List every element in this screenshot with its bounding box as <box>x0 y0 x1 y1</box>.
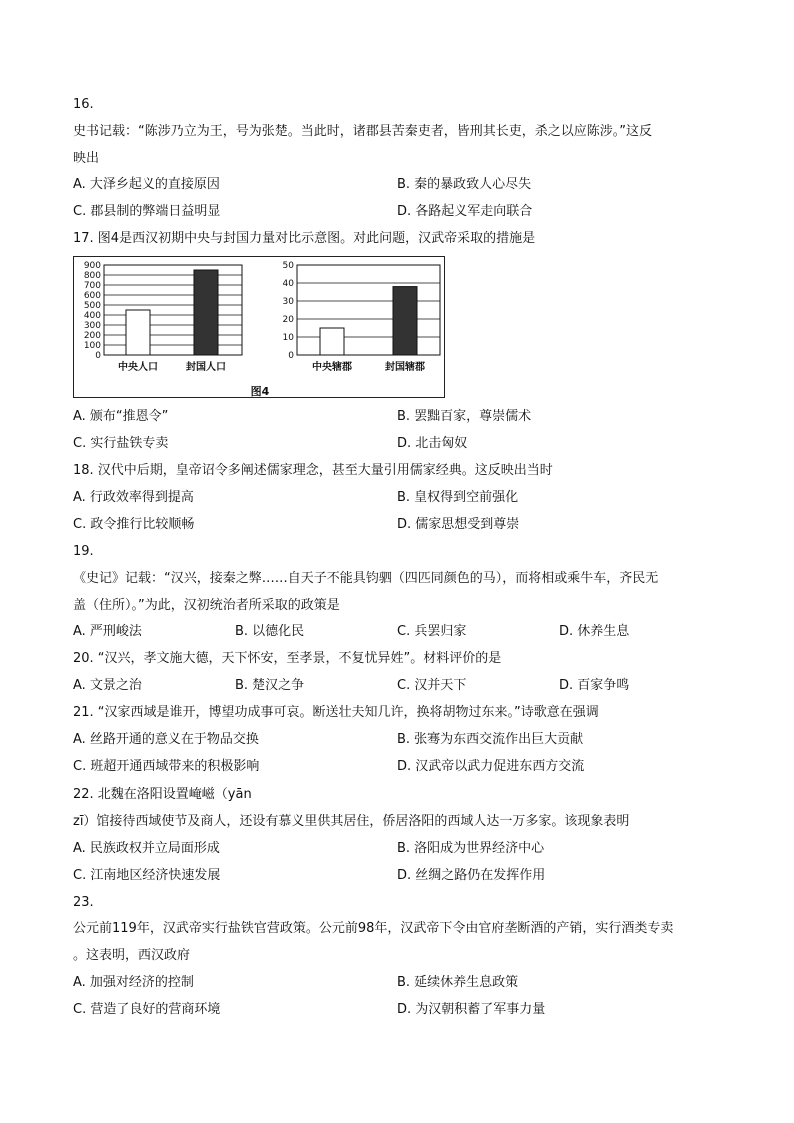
q19-number: 19. <box>73 544 94 559</box>
q22-stem-line2: zī）馆接待西域使节及商人，还设有慕义里供其居住，侨居洛阳的西域人达一万多家。该现象表明 <box>73 814 630 829</box>
pop-y-tick-label: 200 <box>83 331 101 341</box>
q21-option-a: A. 丝路开通的意义在于物品交换 <box>73 732 259 747</box>
cmd-category-label: 封国辖郡 <box>385 362 425 373</box>
q19-stem-line2: 盖（住所）。”为此，汉初统治者所采取的政策是 <box>73 598 340 613</box>
pop-y-tick-label: 700 <box>83 281 101 291</box>
pop-y-tick-label: 100 <box>83 341 101 351</box>
q21-stem: 21. “汉家西域是谁开，博望功成事可哀。断送壮夫知几许，换将胡物过东来。”诗歌意在强调 <box>73 705 599 720</box>
q23-option-c: C. 营造了良好的营商环境 <box>73 1002 221 1017</box>
pop-y-tick-label: 300 <box>83 321 101 331</box>
q19-option-b: B. 以德化民 <box>235 624 305 639</box>
figure-4-svg <box>74 257 446 399</box>
q17-stem: 17. 图4是西汉初期中央与封国力量对比示意图。对此问题，汉武帝采取的措施是 <box>73 231 536 246</box>
pop-y-tick-label: 0 <box>95 351 101 361</box>
q17-option-c: C. 实行盐铁专卖 <box>73 436 169 451</box>
q16-option-a: A. 大泽乡起义的直接原因 <box>73 177 220 192</box>
cmd-y-tick-label: 0 <box>288 351 294 361</box>
q21-option-c: C. 班超开通西域带来的积极影响 <box>73 759 260 774</box>
cmd-plot-frame <box>297 265 440 355</box>
q17-option-a: A. 颁布“推恩令” <box>73 409 169 424</box>
q23-stem-line2: 。这表明，西汉政府 <box>73 948 191 963</box>
figure-caption: 图4 <box>250 385 270 398</box>
cmd-bar <box>393 287 417 355</box>
cmd-y-tick-label: 10 <box>282 333 294 343</box>
population-chart <box>84 261 242 373</box>
pop-y-tick-label: 900 <box>83 261 101 271</box>
q19-option-a: A. 严刑峻法 <box>73 624 142 639</box>
q18-option-d: D. 儒家思想受到尊崇 <box>397 517 520 532</box>
q23-option-d: D. 为汉朝积蓄了军事力量 <box>397 1002 546 1017</box>
q20-option-d: D. 百家争鸣 <box>559 678 630 693</box>
pop-y-tick-label: 600 <box>83 291 101 301</box>
q19-option-d: D. 休养生息 <box>559 624 630 639</box>
q18-option-a: A. 行政效率得到提高 <box>73 490 194 505</box>
cmd-y-tick-label: 20 <box>282 315 294 325</box>
cmd-y-tick-label: 30 <box>282 297 294 307</box>
q21-option-b: B. 张骞为东西交流作出巨大贡献 <box>397 732 584 747</box>
q22-option-c: C. 江南地区经济快速发展 <box>73 868 221 883</box>
pop-y-tick-label: 400 <box>83 311 101 321</box>
q16-option-d: D. 各路起义军走向联合 <box>397 204 533 219</box>
q16-number: 16. <box>73 97 94 112</box>
pop-category-label: 封国人口 <box>186 362 226 373</box>
q19-option-c: C. 兵罢归家 <box>397 624 467 639</box>
q22-option-d: D. 丝绸之路仍在发挥作用 <box>397 868 546 883</box>
q17-option-d: D. 北击匈奴 <box>397 436 468 451</box>
pop-category-label: 中央人口 <box>118 362 158 373</box>
pop-bar <box>194 270 218 355</box>
q16-stem-line2: 映出 <box>73 151 100 166</box>
q23-option-a: A. 加强对经济的控制 <box>73 975 194 990</box>
q21-option-d: D. 汉武帝以武力促进东西方交流 <box>397 759 585 774</box>
q20-option-b: B. 楚汉之争 <box>235 678 305 693</box>
q23-number: 23. <box>73 895 94 910</box>
pop-y-tick-label: 500 <box>83 301 101 311</box>
q17-option-b: B. 罢黜百家，尊崇儒术 <box>397 409 532 424</box>
pop-y-tick-label: 800 <box>83 271 101 281</box>
commandery-chart <box>283 261 440 373</box>
q16-option-c: C. 郡县制的弊端日益明显 <box>73 204 221 219</box>
q20-option-a: A. 文景之治 <box>73 678 142 693</box>
pop-bar <box>126 310 150 355</box>
cmd-category-label: 中央辖郡 <box>312 362 352 373</box>
q22-option-a: A. 民族政权并立局面形成 <box>73 841 220 856</box>
q20-stem: 20. “汉兴，孝文施大德，天下怀安，至孝景，不复忧异姓”。材料评价的是 <box>73 651 502 666</box>
cmd-bar <box>320 328 344 355</box>
q22-option-b: B. 洛阳成为世界经济中心 <box>397 841 545 856</box>
pop-plot-frame <box>104 265 242 355</box>
cmd-y-tick-label: 50 <box>282 261 294 271</box>
q16-stem-line1: 史书记载：“陈涉乃立为王，号为张楚。当此时，诸郡县苦秦吏者，皆刑其长吏，杀之以应陈涉。”这反 <box>73 124 652 139</box>
cmd-y-tick-label: 40 <box>282 279 294 289</box>
q23-option-b: B. 延续休养生息政策 <box>397 975 519 990</box>
q18-option-b: B. 皇权得到空前强化 <box>397 490 519 505</box>
q18-option-c: C. 政令推行比较顺畅 <box>73 517 195 532</box>
q20-option-c: C. 汉并天下 <box>397 678 467 693</box>
figure-4 <box>73 256 445 398</box>
q19-stem-line1: 《史记》记载：“汉兴，接秦之弊……自天子不能具钧驷（四匹同颜色的马），而将相或乘牛车，齐民无 <box>73 571 659 586</box>
q23-stem-line1: 公元前119年，汉武帝实行盐铁官营政策。公元前98年，汉武帝下令由官府垄断酒的产销，实行酒类专卖 <box>73 921 674 936</box>
q18-stem: 18. 汉代中后期，皇帝诏令多阐述儒家理念，甚至大量引用儒家经典。这反映出当时 <box>73 463 553 478</box>
q16-option-b: B. 秦的暴政致人心尽失 <box>397 177 532 192</box>
q22-stem-line1: 22. 北魏在洛阳设置崦嵫（yān <box>73 787 252 802</box>
